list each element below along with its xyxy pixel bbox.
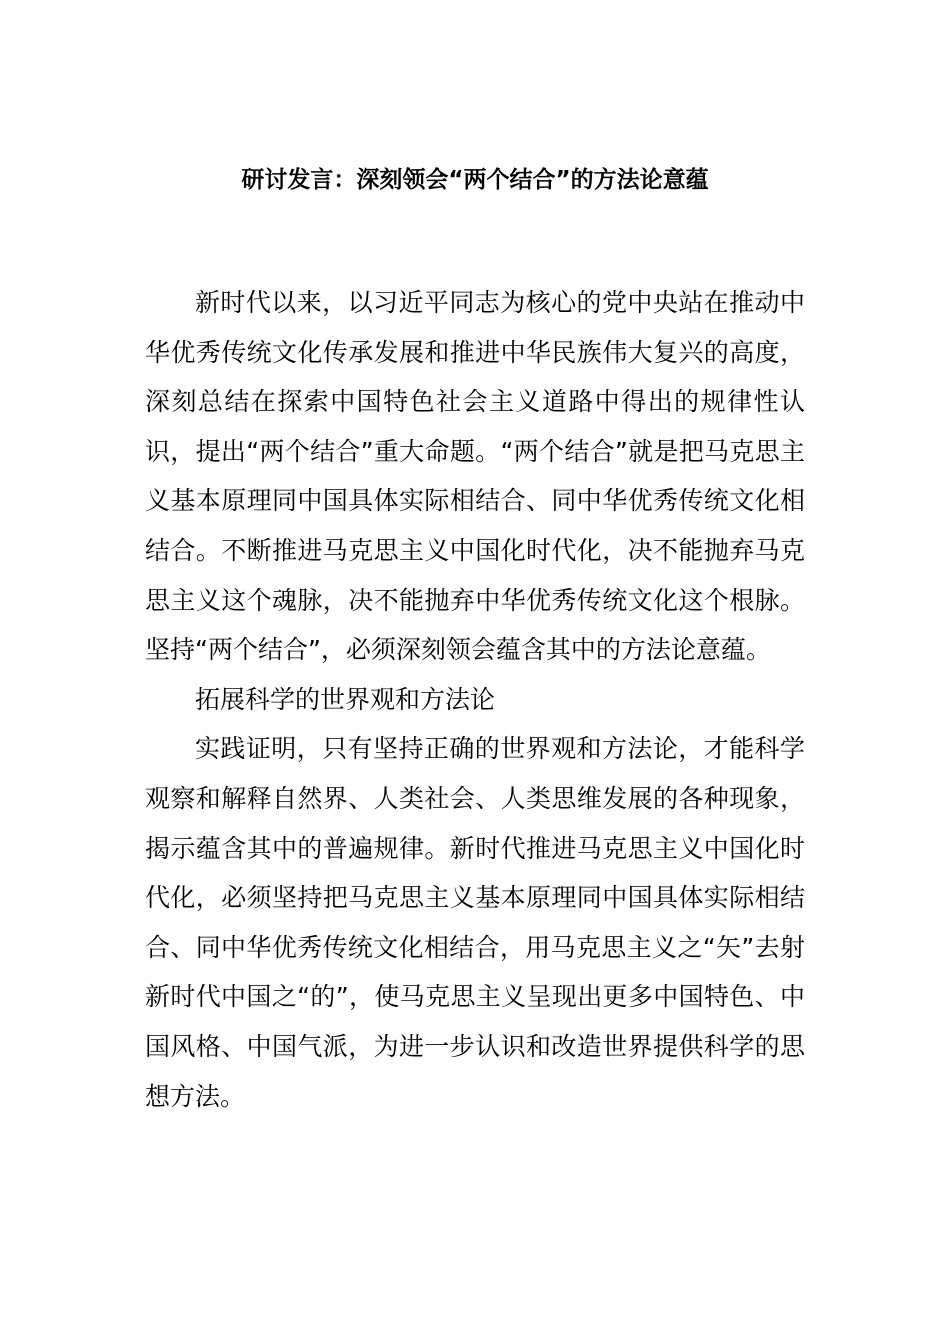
- document-title: 研讨发言：深刻领会“两个结合”的方法论意蕴: [241, 167, 709, 193]
- section-heading: 拓展科学的世界观和方法论: [195, 684, 496, 714]
- paragraph-intro: 新时代以来，以习近平同志为核心的党中央站在推动中华优秀传统文化传承发展和推进中华民族伟大复兴的高度，深刻总结在探索中国特色社会主义道路中得出的规律性认识，提出“两个结合”重大命题。“两个结合”就是把马克思主义基本原理同中国具体实际相结合、同中华优秀传统文化相结合。不断推进马克思主义中国化时代化，决不能抛弃马克思主义这个魂脉，决不能抛弃中华优秀传统文化这个根脉。坚持“两个结合”，必须深刻领会蕴含其中的方法论意蕴。: [145, 288, 805, 665]
- paragraph-practice: 实践证明，只有坚持正确的世界观和方法论，才能科学观察和解释自然界、人类社会、人类思维发展的各种现象，揭示蕴含其中的普遍规律。新时代推进马克思主义中国化时代化，必须坚持把马克思主义基本原理同中国具体实际相结合、同中华优秀传统文化相结合，用马克思主义之“矢”去射新时代中国之“的”，使马克思主义呈现出更多中国特色、中国风格、中国气派，为进一步认识和改造世界提供科学的思想方法。: [145, 734, 805, 1111]
- document-body: [145, 278, 805, 1121]
